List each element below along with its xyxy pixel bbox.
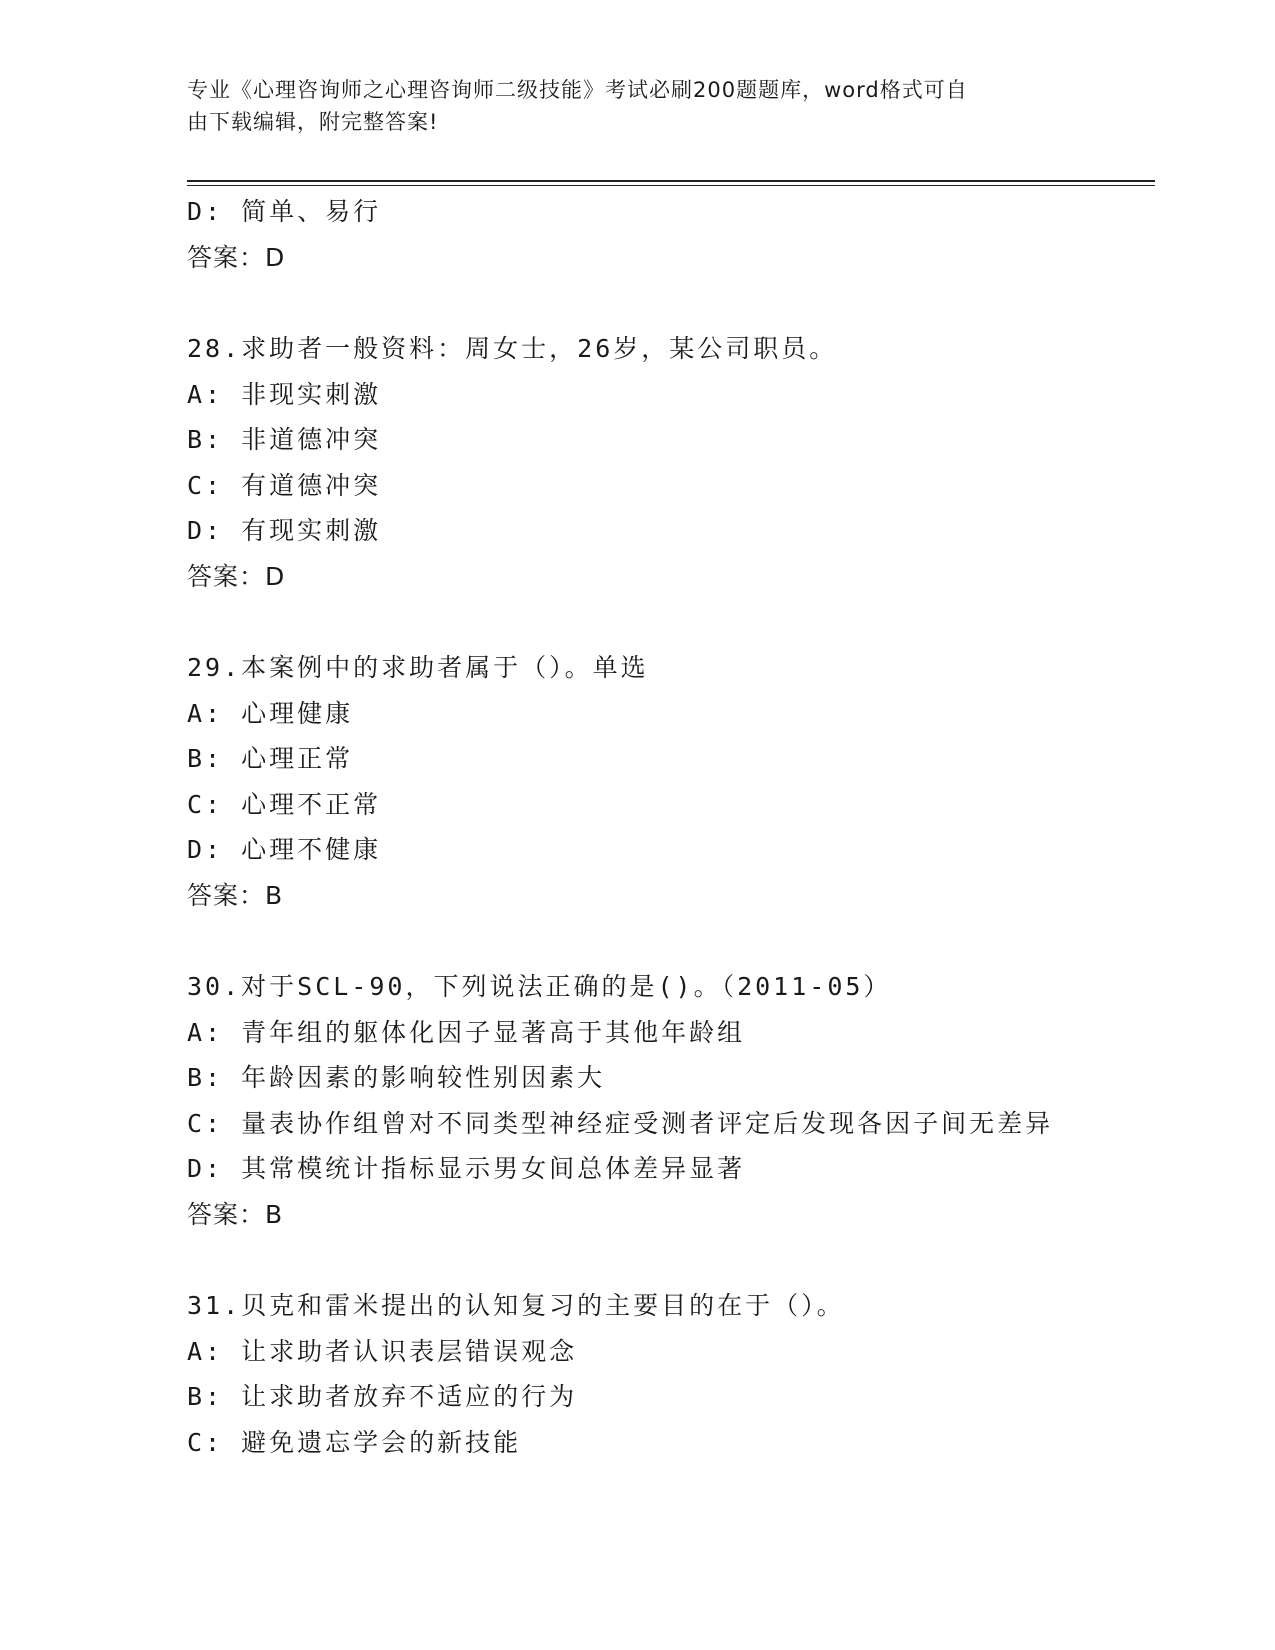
question-block-28 [187, 326, 1147, 599]
option-a: A: 青年组的躯体化因子显著高于其他年龄组 [187, 1017, 746, 1047]
option-a: A: 心理健康 [187, 698, 354, 728]
option-b: B: 非道德冲突 [187, 425, 382, 454]
option-c: C: 避免遗忘学会的新技能 [187, 1427, 522, 1457]
question-stem: 28.求助者一般资料：周女士，26岁，某公司职员。 [187, 334, 838, 363]
header-divider-thin [187, 185, 1155, 186]
answer-line: 答案：D [187, 561, 286, 591]
option-c: C: 心理不正常 [187, 789, 382, 819]
answer-line: 答案：B [187, 880, 284, 910]
document-header [187, 74, 1067, 138]
option-d: D: 心理不健康 [187, 835, 382, 864]
option-b: B: 让求助者放弃不适应的行为 [187, 1382, 578, 1411]
option-c: C: 有道德冲突 [187, 470, 382, 500]
question-stem: 31.贝克和雷米提出的认知复习的主要目的在于（）。 [187, 1291, 845, 1320]
question-list [187, 189, 1147, 1465]
option-d: D: 简单、易行 [187, 197, 382, 226]
option-a: A: 非现实刺激 [187, 379, 382, 409]
option-b: B: 年龄因素的影响较性别因素大 [187, 1063, 606, 1092]
question-stem: 30.对于SCL-90，下列说法正确的是()。（2011-05） [187, 972, 892, 1001]
question-block-29 [187, 645, 1147, 918]
option-d: D: 有现实刺激 [187, 516, 382, 545]
header-line-1: 专业《心理咨询师之心理咨询师二级技能》考试必刷200题题库，word格式可自 [187, 78, 968, 102]
header-divider [187, 180, 1155, 182]
question-stem: 29.本案例中的求助者属于（）。单选 [187, 653, 649, 682]
option-b: B: 心理正常 [187, 744, 354, 773]
option-c: C: 量表协作组曾对不同类型神经症受测者评定后发现各因子间无差异 [187, 1108, 1054, 1138]
question-block-27 [187, 189, 1147, 280]
option-a: A: 让求助者认识表层错误观念 [187, 1336, 578, 1366]
question-block-30 [187, 964, 1147, 1237]
header-line-2: 由下载编辑，附完整答案! [187, 110, 439, 134]
answer-line: 答案：D [187, 242, 286, 272]
option-d: D: 其常模统计指标显示男女间总体差异显著 [187, 1154, 746, 1183]
answer-line: 答案：B [187, 1199, 284, 1229]
question-block-31 [187, 1283, 1147, 1465]
